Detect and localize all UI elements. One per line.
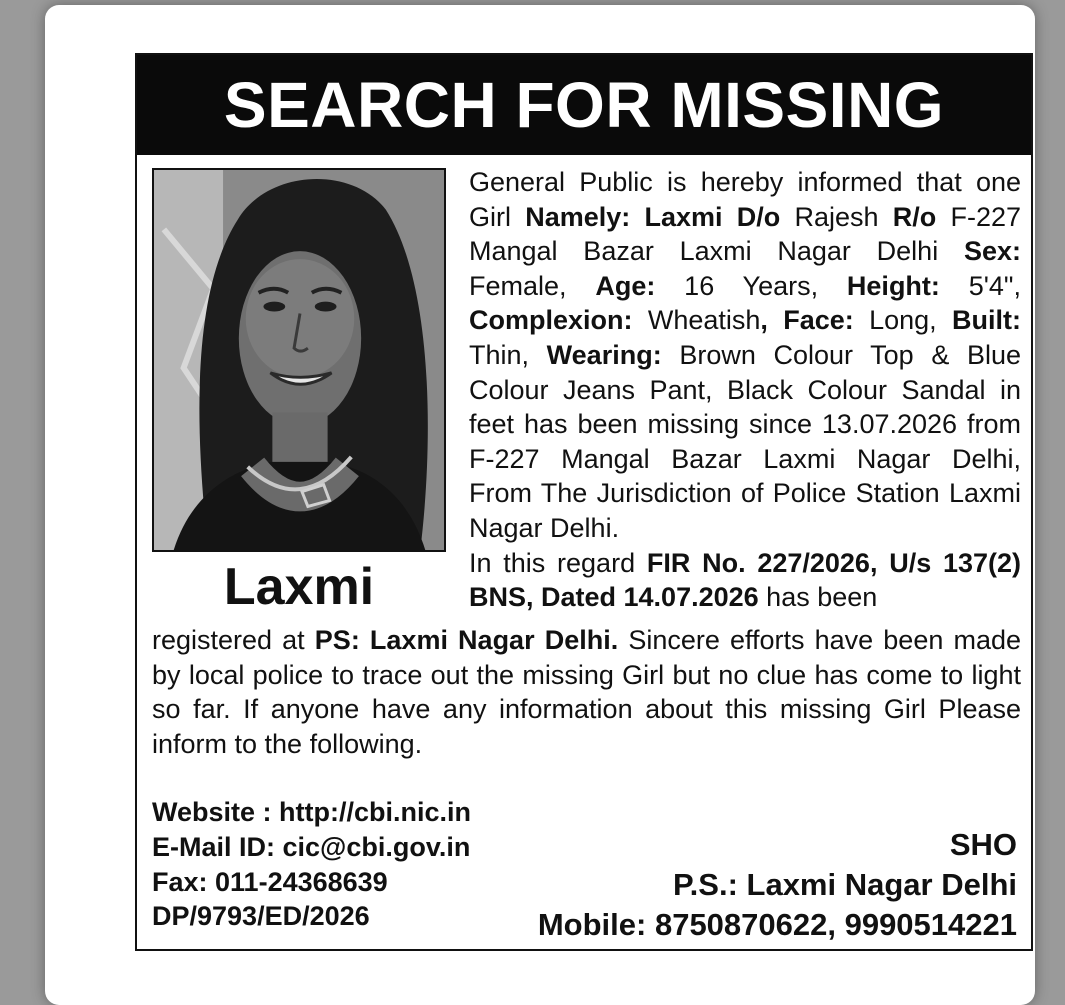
fir-has-been: has been xyxy=(758,582,878,613)
mobile-numbers: Mobile: 8750870622, 9990514221 xyxy=(537,907,1017,942)
missing-person-photo xyxy=(152,168,446,552)
face-value: Long, xyxy=(853,305,952,336)
father-name: Rajesh xyxy=(780,201,893,232)
complexion-value: Wheatish xyxy=(632,305,761,336)
police-station: P.S.: Laxmi Nagar Delhi xyxy=(673,867,1017,902)
namely-label: Namely: Laxmi D/o xyxy=(525,201,781,232)
wearing-label: Wearing: xyxy=(546,339,662,370)
fir-paragraph-rest xyxy=(152,623,1021,761)
wearing-value: Brown Colour Top & Blue Colour Jeans Pant, Black Colour Sandal in feet has been missing since 13.07.2026 from F-227 Mangal Bazar Laxmi Nagar Delhi, From The Jurisdiction of Police Station Laxmi Nagar Delhi. xyxy=(469,339,1022,543)
photo-caption-name: Laxmi xyxy=(223,558,375,616)
notice-title: SEARCH FOR MISSING xyxy=(137,55,1031,155)
comma-separator: , xyxy=(760,305,784,336)
description-paragraph xyxy=(469,165,1021,546)
fir-continuation xyxy=(152,623,1021,761)
registered-at-text: registered at xyxy=(152,625,315,655)
age-label: Age: xyxy=(595,270,656,301)
ps-label: PS: Laxmi Nagar Delhi. xyxy=(314,625,619,655)
built-label: Built: xyxy=(951,305,1021,336)
description-column xyxy=(469,165,1021,615)
website-line: Website : http://cbi.nic.in xyxy=(152,797,472,827)
height-label: Height: xyxy=(846,270,940,301)
portrait-image xyxy=(154,170,444,550)
sex-value: Female, xyxy=(469,270,596,301)
email-line: E-Mail ID: cic@cbi.gov.in xyxy=(152,831,471,862)
fir-paragraph-start xyxy=(469,546,1021,615)
sex-label: Sex: xyxy=(963,236,1021,267)
missing-person-notice xyxy=(135,53,1033,951)
face-label: Face: xyxy=(783,305,854,336)
fir-intro: In this regard xyxy=(469,547,647,578)
height-value: 5'4", xyxy=(939,270,1021,301)
officer-title: SHO xyxy=(949,827,1017,862)
fax-line: Fax: 011-24368639 xyxy=(152,866,388,897)
built-value: Thin, xyxy=(469,339,547,370)
officer-signoff xyxy=(538,825,1017,945)
address-text: F-227 Mangal Bazar Laxmi Nagar Delhi xyxy=(469,201,1021,267)
intro-text: General Public is hereby informed that one Girl xyxy=(469,167,1021,232)
appeal-text: Sincere efforts have been made by local police to trace out the missing Girl but no clue has come to light so far. If anyone have any information about this missing Girl Please inform to the following. xyxy=(152,625,1021,759)
fir-details-part1: FIR No. 227/2026, U/s 137(2) BNS, Dated 14.07.2026 xyxy=(469,547,1022,613)
age-value: 16 Years, xyxy=(655,270,847,301)
resident-of-label: R/o xyxy=(892,201,937,232)
newspaper-page xyxy=(45,5,1035,1005)
reference-number: DP/9793/ED/2026 xyxy=(152,901,370,932)
complexion-label: Complexion: xyxy=(469,305,633,336)
contact-details xyxy=(152,795,471,934)
